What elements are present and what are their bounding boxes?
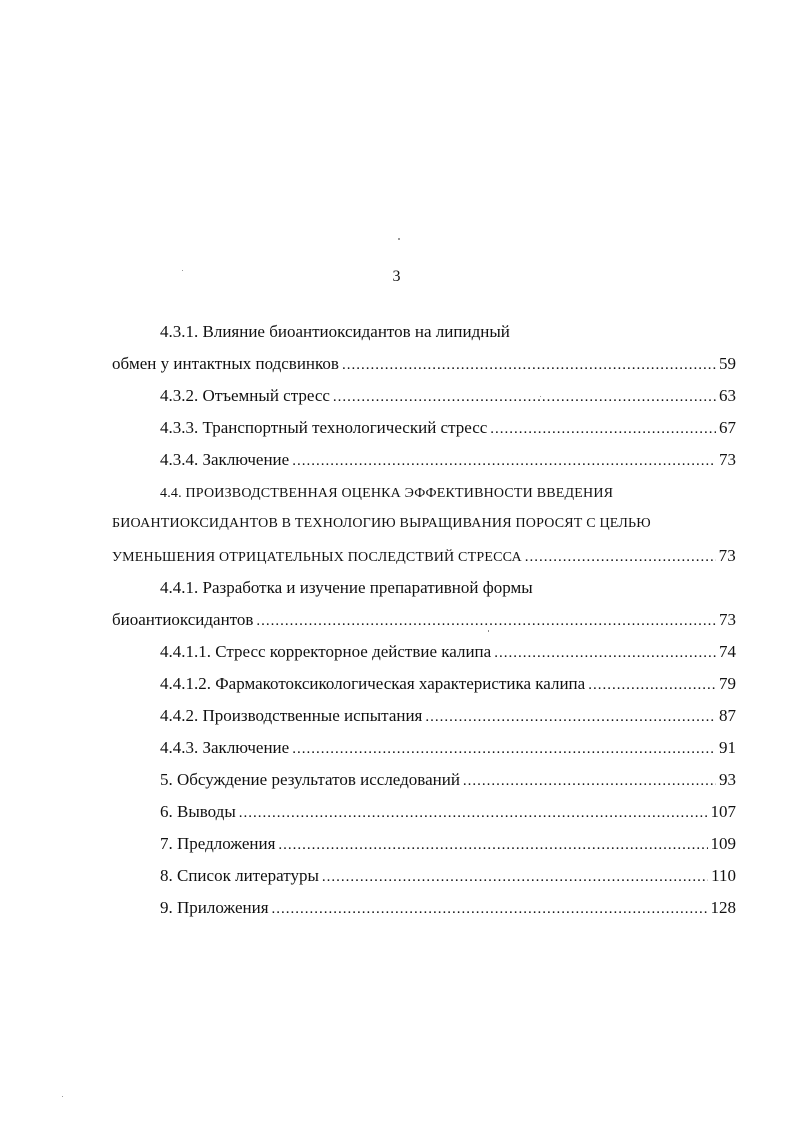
toc-entry-4-4-line1 <box>0 480 793 504</box>
toc-entry-title: БИОАНТИОКСИДАНТОВ В ТЕХНОЛОГИЮ ВЫРАЩИВАНИЯ ПОРОСЯТ С ЦЕЛЬЮ <box>112 516 651 531</box>
dot-leader <box>588 673 716 697</box>
scan-speck <box>540 396 541 397</box>
toc-entry-4-3-2 <box>160 384 736 408</box>
toc-entry-title: 4.4. ПРОИЗВОДСТВЕННАЯ ОЦЕНКА ЭФФЕКТИВНОСТИ ВВЕДЕНИЯ <box>160 486 614 501</box>
toc-entry-title: 4.3.4. Заключение <box>160 450 290 469</box>
toc-entry-8 <box>160 864 736 888</box>
dot-leader <box>278 833 707 857</box>
toc-entry-title: 4.4.1.2. Фармакотоксикологическая характеристика калипа <box>160 674 586 693</box>
toc-entry-title: 4.3.3. Транспортный технологический стресс <box>160 418 488 437</box>
toc-page-number: 87 <box>719 706 736 725</box>
toc-entry-4-4-1-1 <box>160 640 736 664</box>
toc-entry-4-3-1-line1 <box>0 320 793 344</box>
toc-page-number: 74 <box>719 642 736 661</box>
toc-page-number: 73 <box>719 450 736 469</box>
toc-page-number: 63 <box>719 386 736 405</box>
dot-leader <box>292 449 716 473</box>
scan-speck <box>182 270 183 271</box>
toc-entry-4-4-1-line1 <box>0 576 793 600</box>
toc-page-number: 67 <box>719 418 736 437</box>
dot-leader <box>239 801 708 825</box>
toc-entry-title: 4.4.1.1. Стресс корректорное действие калипа <box>160 642 492 661</box>
dot-leader <box>490 417 716 441</box>
toc-entry-4-3-3 <box>160 416 736 440</box>
toc-page-number: 59 <box>719 354 736 373</box>
toc-entry-title: 4.4.3. Заключение <box>160 738 290 757</box>
toc-page-number: 110 <box>711 866 736 885</box>
toc-page-number: 93 <box>719 770 736 789</box>
toc-page-number: 109 <box>710 834 736 853</box>
toc-entry-title: 5. Обсуждение результатов исследований <box>160 770 460 789</box>
dot-leader <box>525 545 716 569</box>
toc-page-number: 128 <box>710 898 736 917</box>
toc-entry-title: 8. Список литературы <box>160 866 319 885</box>
toc-page-number: 79 <box>719 674 736 693</box>
dot-leader <box>256 609 716 633</box>
toc-entry-title: 6. Выводы <box>160 802 236 821</box>
scan-speck <box>488 630 489 632</box>
toc-entry-7 <box>160 832 736 856</box>
toc-entry-4-4-2 <box>160 704 736 728</box>
dot-leader <box>494 641 716 665</box>
toc-entry-4-3-4 <box>160 448 736 472</box>
scan-speck <box>62 1096 63 1097</box>
toc-entry-title: 9. Приложения <box>160 898 269 917</box>
dot-leader <box>292 737 716 761</box>
page-number: 3 <box>392 268 401 285</box>
toc-entry-4-3-1 <box>112 352 736 376</box>
toc-entry-4-4-line2 <box>0 512 793 536</box>
toc-entry-5 <box>160 768 736 792</box>
toc-entry-title: 4.4.1. Разработка и изучение препаративной формы <box>160 578 533 597</box>
toc-page-number: 73 <box>718 546 736 565</box>
toc-entry-6 <box>160 800 736 824</box>
toc-entry-title: 7. Предложения <box>160 834 276 853</box>
toc-entry-9 <box>160 896 736 920</box>
toc-page-number: 91 <box>719 738 736 757</box>
scan-speck <box>398 238 400 240</box>
toc-entry-title: обмен у интактных подсвинков <box>112 354 339 373</box>
toc-entry-title: УМЕНЬШЕНИЯ ОТРИЦАТЕЛЬНЫХ ПОСЛЕДСТВИЙ СТРЕССА <box>112 550 522 565</box>
toc-page-number: 73 <box>719 610 736 629</box>
toc-entry-4-4 <box>112 544 736 568</box>
dot-leader <box>425 705 716 729</box>
dot-leader <box>272 897 708 921</box>
toc-entry-title: 4.4.2. Производственные испытания <box>160 706 423 725</box>
toc-entry-title: 4.3.2. Отъемный стресс <box>160 386 330 405</box>
dot-leader <box>342 353 716 377</box>
toc-entry-4-4-1-2 <box>160 672 736 696</box>
toc-entry-title: биоантиоксидантов <box>112 610 254 629</box>
dot-leader <box>322 865 708 889</box>
toc-entry-4-4-1 <box>112 608 736 632</box>
dot-leader <box>463 769 716 793</box>
dot-leader <box>333 385 716 409</box>
toc-entry-title: 4.3.1. Влияние биоантиоксидантов на липидный <box>160 322 510 341</box>
toc-page-number: 107 <box>710 802 736 821</box>
toc-entry-4-4-3 <box>160 736 736 760</box>
